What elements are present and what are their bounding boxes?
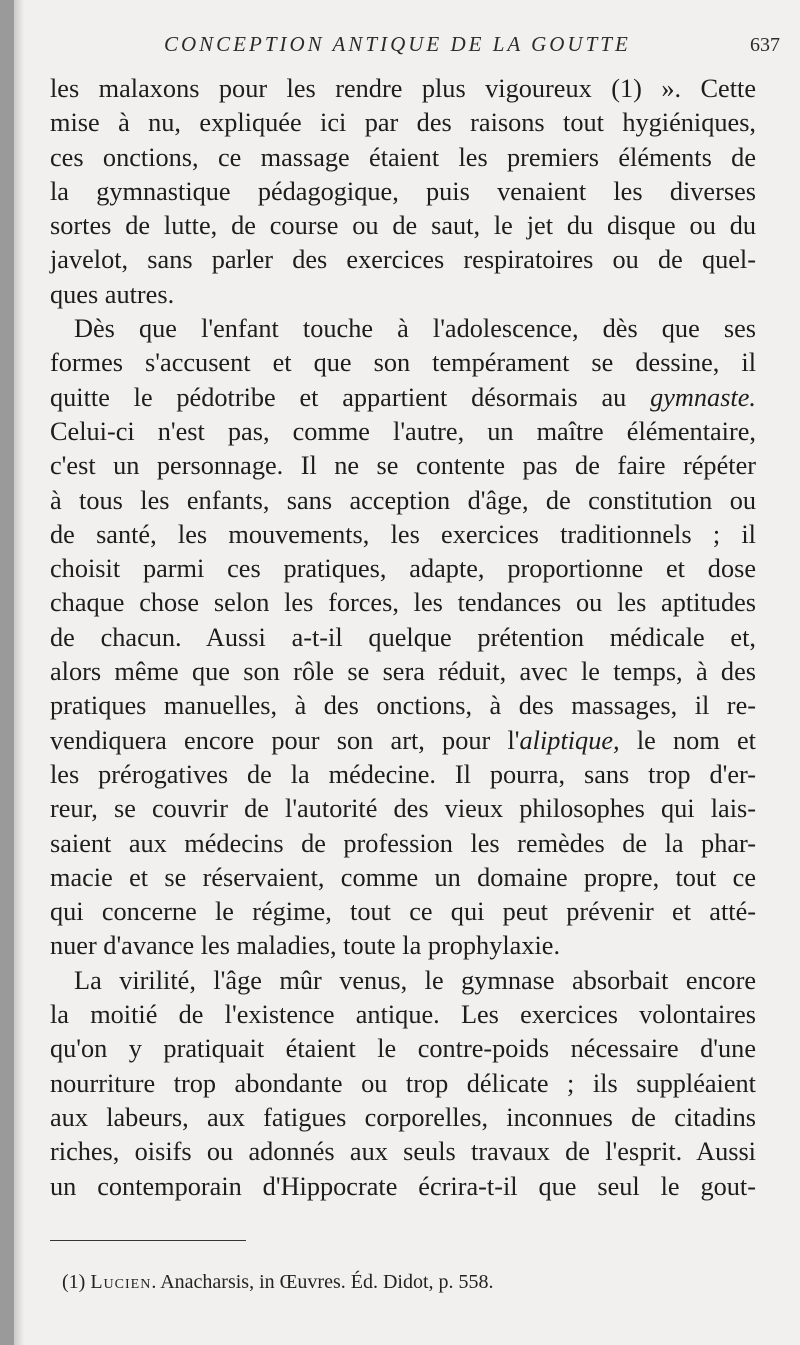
italic-term-gymnaste: gymnaste. [650, 382, 756, 412]
paragraph-3 [50, 964, 756, 1204]
paragraph-1 [50, 72, 756, 312]
text-line-gymnaste [50, 381, 756, 415]
footnote-author: Lucien [90, 1271, 152, 1293]
text-line: ques autres. [50, 279, 175, 309]
italic-term-aliptique: aliptique, [519, 725, 620, 755]
text-line: chaque chose selon les forces, les tendances ou les aptitudes [50, 588, 756, 618]
text-segment: quitte le pédotribe et appartient désormais au [50, 382, 651, 412]
text-line: Celui-ci n'est pas, comme l'autre, un maître élémentaire, [50, 416, 756, 446]
text-line: sortes de lutte, de course ou de saut, le jet du disque ou du [50, 211, 756, 241]
text-line: alors même que son rôle se sera réduit, avec le temps, à des [50, 657, 756, 687]
page-header [14, 28, 800, 58]
paragraph-2 [50, 312, 756, 964]
text-line: mise à nu, expliquée ici par des raisons tout hygiéniques, [50, 108, 756, 138]
footnote-text: . Anacharsis, in Œuvres. Éd. Didot, p. 558. [151, 1271, 494, 1293]
text-line: Dès que l'enfant touche à l'adolescence, dès que ses [74, 314, 756, 344]
text-line: de chacun. Aussi a-t-il quelque prétention médicale et, [50, 622, 756, 652]
text-line-aliptique [50, 724, 756, 758]
book-page [14, 0, 800, 1345]
body-text [50, 72, 756, 1204]
text-line: reur, se couvrir de l'autorité des vieux philosophes qui lais- [50, 794, 756, 824]
text-line: nuer d'avance les maladies, toute la prophylaxie. [50, 931, 561, 961]
text-line: formes s'accusent et que son tempérament se dessine, il [50, 348, 756, 378]
text-line: macie et se réservaient, comme un domaine propre, tout ce [50, 862, 756, 892]
text-line: pratiques manuelles, à des onctions, à des massages, il re- [50, 691, 756, 721]
text-line: à tous les enfants, sans acception d'âge, de constitution ou [50, 485, 756, 515]
text-line: les malaxons pour les rendre plus vigoureux (1) ». Cette [50, 74, 756, 103]
text-line: choisit parmi ces pratiques, adapte, proportionne et dose [50, 554, 756, 584]
text-line: un contemporain d'Hippocrate écrira-t-il que seul le gout- [50, 1171, 756, 1201]
footnote-marker: (1) [62, 1271, 86, 1293]
text-line: la gymnastique pédagogique, puis venaient les diverses [50, 176, 756, 206]
footnote-divider [50, 1240, 246, 1241]
text-line: riches, oisifs ou adonnés aux seuls travaux de l'esprit. Aussi [50, 1137, 756, 1167]
text-line: la moitié de l'existence antique. Les exercices volontaires [50, 1000, 756, 1030]
text-segment: le nom et [619, 725, 756, 755]
footnote [62, 1271, 762, 1294]
text-line: nourriture trop abondante ou trop délicate ; ils suppléaient [50, 1068, 756, 1098]
text-line: javelot, sans parler des exercices respiratoires ou de quel- [50, 245, 756, 275]
page-number: 637 [750, 34, 780, 56]
text-line: qui concerne le régime, tout ce qui peut prévenir et atté- [50, 897, 756, 927]
text-line: de santé, les mouvements, les exercices traditionnels ; il [50, 519, 756, 549]
running-title: CONCEPTION ANTIQUE DE LA GOUTTE [164, 32, 631, 56]
text-line: qu'on y pratiquait étaient le contre-poids nécessaire d'une [50, 1034, 756, 1064]
text-segment: vendiquera encore pour son art, pour l' [50, 725, 520, 755]
text-line: c'est un personnage. Il ne se contente pas de faire répéter [50, 451, 756, 481]
text-line: La virilité, l'âge mûr venus, le gymnase absorbait encore [74, 965, 756, 995]
text-line: ces onctions, ce massage étaient les premiers éléments de [50, 142, 756, 172]
text-line: saient aux médecins de profession les remèdes de la phar- [50, 828, 756, 858]
text-line: aux labeurs, aux fatigues corporelles, inconnues de citadins [50, 1102, 756, 1132]
text-line: les prérogatives de la médecine. Il pourra, sans trop d'er- [50, 759, 756, 789]
